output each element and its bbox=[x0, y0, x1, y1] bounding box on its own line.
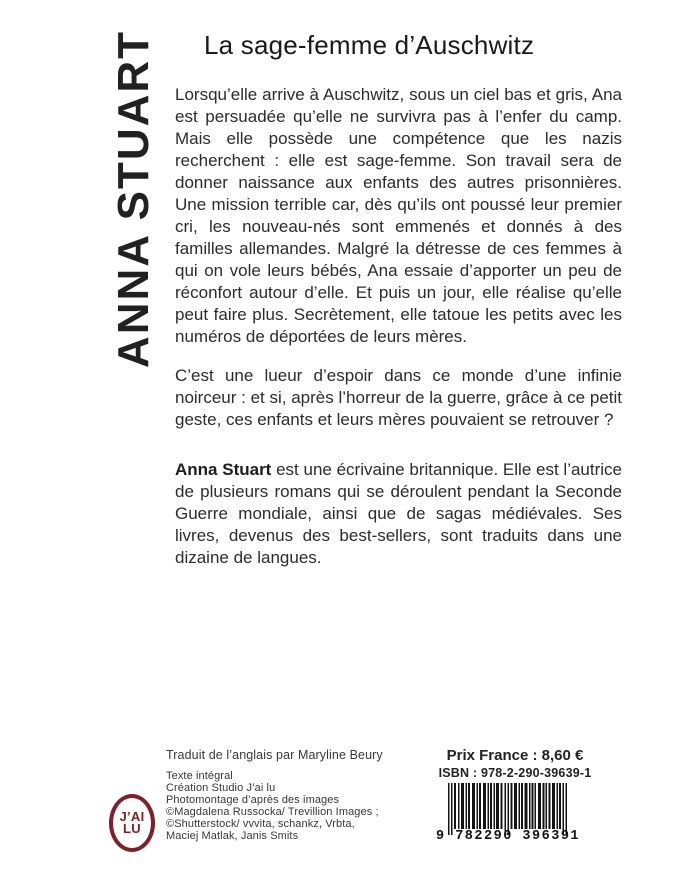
translator-credit: Traduit de l’anglais par Maryline Beury bbox=[166, 748, 383, 762]
bio-text: est une écrivaine britannique. Elle est l’autrice de plusieurs romans qui se déroulent pendant la Seconde Guerre mondiale, ainsi que de sagas médiévales. Ses livres, devenus des best-sellers, sont traduits dans une dizaine de langues. bbox=[175, 460, 622, 567]
bio-author-name: Anna Stuart bbox=[175, 460, 272, 479]
synopsis-paragraph-1: Lorsqu’elle arrive à Auschwitz, sous un ciel bas et gris, Ana est persuadée qu’elle ne survivra pas à l’enfer du camp. Mais elle possède une compétence que les nazis recherchent : elle est sage-femme. Son travail sera de donner naissance aux enfants des autres prisonnières. Une mission terrible car, dès qu’ils ont poussé leur premier cri, les nouveau-nés sont emmenés et donnés à des familles allemandes. Malgré la détresse de ces femmes à qui on vole leurs bébés, Ana essaie d’apporter un peu de réconfort autour d’elle. Et puis un jour, elle réalise qu’elle peut faire plus. Secrètement, elle tatoue les petits avec les numéros de déportées de leurs mères. bbox=[175, 85, 622, 346]
credit-line: Texte intégral bbox=[166, 770, 233, 782]
isbn-label: ISBN : 978-2-290-39639-1 bbox=[438, 766, 592, 780]
book-title: La sage-femme d’Auschwitz bbox=[204, 30, 535, 60]
synopsis-block bbox=[175, 84, 622, 569]
credit-line: Création Studio J’ai lu bbox=[166, 782, 276, 794]
logo-text-line2: LU bbox=[123, 821, 141, 836]
logo-text-line1: J’AI bbox=[119, 809, 145, 824]
credit-line: Maciej Matlak, Janis Smits bbox=[166, 830, 299, 842]
credits-block bbox=[166, 770, 379, 842]
price-label: Prix France : 8,60 € bbox=[446, 747, 584, 764]
credit-line: ©Shutterstock/ vvvita, schankz, Vrbta, bbox=[166, 818, 355, 830]
barcode-digits: 9 782290 396391 bbox=[436, 829, 581, 844]
author-name-vertical: ANNA STUART bbox=[109, 29, 158, 369]
credit-line: ©Magdalena Russocka/ Trevillion Images ; bbox=[166, 806, 379, 818]
jai-lu-logo bbox=[109, 794, 155, 852]
credit-line: Photomontage d’après des images bbox=[166, 794, 340, 806]
synopsis-paragraph-2: C’est une lueur d’espoir dans ce monde d’une infinie noirceur : et si, après l’horreur de la guerre, grâce à ce petit geste, ces enfants et leurs mères pouvaient se retrouver ? bbox=[175, 366, 622, 429]
author-bio bbox=[175, 459, 622, 569]
